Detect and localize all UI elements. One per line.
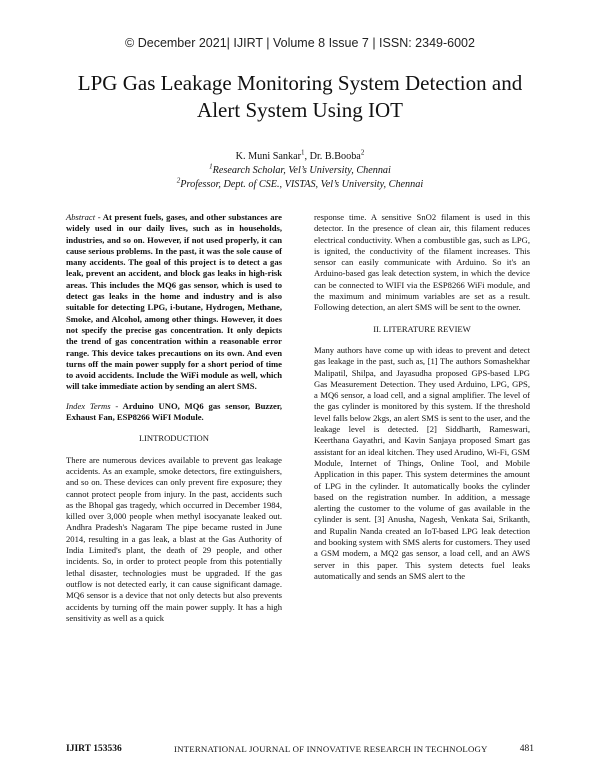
journal-header: © December 2021| IJIRT | Volume 8 Issue 7 | ISSN: 2349-6002 [125,36,475,50]
right-column [314,212,530,587]
section-heading-literature-review: II. LITERATURE REVIEW [373,323,471,334]
affiliation-1: $^1$Research Scholar, Vel’s University, Chennai [209,162,391,176]
introduction-paragraph: There are numerous devices available to prevent gas leakage accidents. As an example, smoke detectors, fire extinguishers, and so on. These devices can only prevent fire exposure; they cannot protect people from injury. In the past, accidents such as the Bhopal gas tragedy, which occurred in December 1984, killed over 3,000 people when methyl isocyanate leaked out. Andhra Pradesh's Nagaram The pipe became rusted in June 2014, resulting in a gas leak, a blast at the Gas Authority of India Limited's plant, the death of 29 people, and other incidents. So, in order to protect people from this potentially lethal disaster, technologies must be upgraded. If the gas outflow is not detected early, it can cause significant damage. MQ6 sensor is a device that not only detects but also prevents accidents by turning off the main power supply. It has a high sensitivity as well as a quick [66,454,282,623]
introduction-continued-paragraph: response time. A sensitive SnO2 filament is used in this detector. In the presence of clean air, this filament reduces electrical conductivity. When a combustible gas, such as LPG, is ignited, the conductivity of the filament increases. This sensor can easily communicate with Arduino. So it's an Arduino-based gas leak detection system, in which the device can be connected to WIFI via the ESP8266 WiFi module, and the maximum and minimum variables are set as a result. Following detection, an alert SMS will be sent to the owner. [314,212,530,313]
index-terms-text: Arduino UNO, MQ6 gas sensor, Buzzer, Exhaust Fan, ESP8266 WiFI Module. [66,400,282,423]
index-terms-label: Index Terms - [66,400,119,411]
literature-review-paragraph: Many authors have come up with ideas to prevent and detect gas leakage in the past, such as, [1] The authors Somashekhar Malipatil, Shilpa, and Jayasudha proposed GPS-based LPG Gas Measurement Detection. They used Arduino, LPG, GPS, a MQ6 sensor, a load cell, and a signal amplifier. The level of the gas cylinder is monitored by this system. If the threshold level falls below 2kgs, an alert SMS is sent to the user, and the leakage level is detected. [2] Siddharth, Rameswari, Keerthana Gayathri, and Kavin Sanjaya proposed Smart gas assistant for an ideal kitchen. They used Arudino, Wi-Fi, GSM Module, Internet of Things, Online Tool, and Mobile Application in this paper. This system determines the amount of LPG in the cylinder. It automatically books the cylinder based on the registration number. In addition, a message alerting the customer to the volume of gas available in the cylinder is sent. [3] Anusha, Nagesh, Venkata Sai, Srikanth, and Rupalin Nanda created an IoT-based LPG leak detection and booking system with SMS alerts for customers. They used a GSM modem, a MQ2 gas sensor, a load cell, and an AWS server in this paper. This system detects fuel leaks automatically and sends an SMS alert to the [314,344,530,581]
footer-paper-id: IJIRT 153536 [66,744,122,754]
page-footer [66,744,534,758]
footer-journal-name: INTERNATIONAL JOURNAL OF INNOVATIVE RESEARCH IN TECHNOLOGY [174,744,488,754]
author-block [40,150,560,192]
abstract [66,212,282,393]
abstract-label: Abstract - [66,212,101,222]
paper-title-line1: LPG Gas Leakage Monitoring System Detection and [77,71,523,95]
index-terms [66,401,282,424]
paper-title [40,70,560,124]
footer-page-number: 481 [519,744,534,754]
abstract-text: At present fuels, gases, and other substances are widely used in our daily lives, such as in households, industries, and so on. However, if not used properly, it can cause serious problems. In the past, it was the sole cause of many accidents. The goal of this project is to detect a gas leak, prevent an accident, and block gas leaks in high-risk areas. This includes the MQ6 gas sensor, which is used to detect gas leaks in the home and industry and is also suitable for detecting LPG, i-butane, Hydrogen, Methane, Smoke, and Alcohol, among other things. However, it does not specify the precise gas concentration. It only depicts the trend of gas concentration within a reasonable error range. This device takes precautions on its own. And even turns off the main power supply for a short period of time to avoid accidents. Include the WiFi module as well, which will take immediate action by sending an alert SMS. [66,212,282,392]
affiliation-2: $^2$Professor, Dept. of CSE., VISTAS, Vel’s University, Chennai [176,176,424,190]
section-heading-introduction: I.INTRODUCTION [139,433,209,444]
author-names: K. Muni Sankar$^1$, Dr. B.Booba$^2$ [235,148,365,162]
paper-title-line2: Alert System Using IOT [197,98,403,122]
left-column [66,212,282,629]
